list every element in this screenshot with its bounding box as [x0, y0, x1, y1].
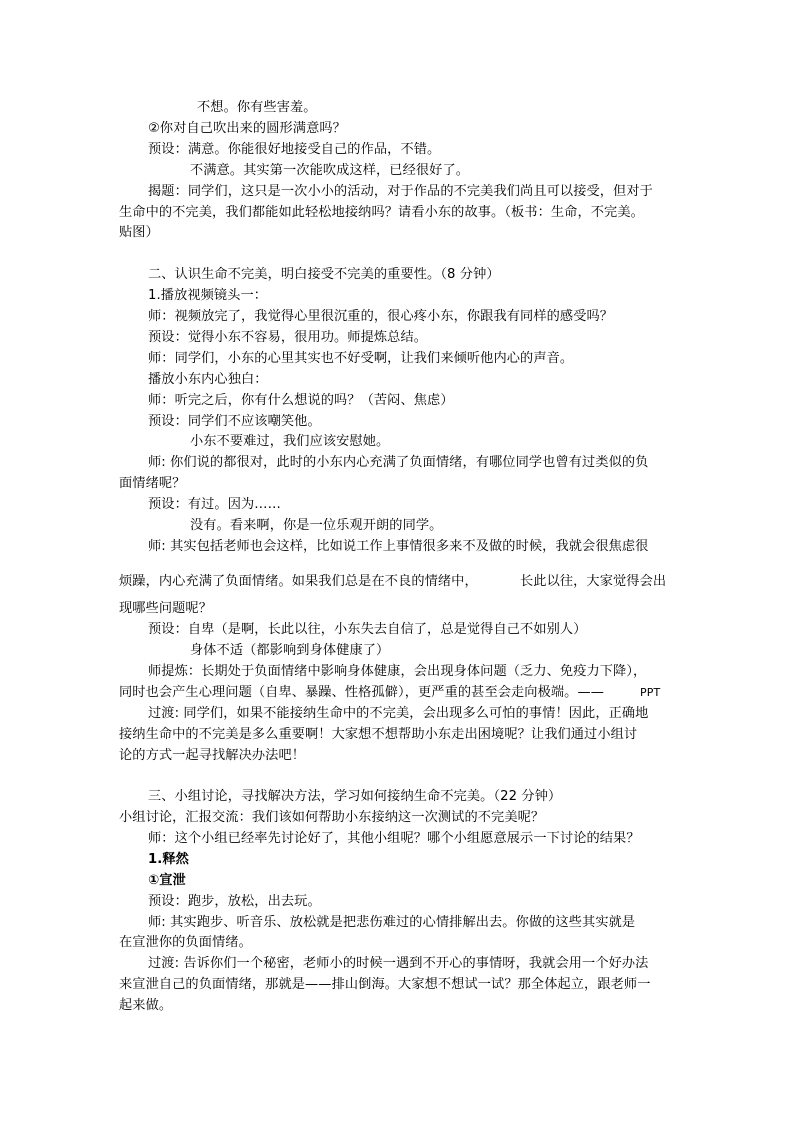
text-line: 长此以往，大家觉得会出: [520, 574, 667, 589]
subheading: ①宣泄: [148, 873, 186, 888]
text-line: 面情绪呢？: [119, 476, 186, 491]
text-line: 预设：同学们不应该嘲笑他。: [148, 414, 321, 429]
text-line: 现哪些问题呢？: [119, 601, 213, 616]
text-line: 师：同学们，小东的心里其实也不好受啊，让我们来倾听他内心的声音。: [148, 351, 574, 366]
text-line: 烦躁，内心充满了负面情绪。如果我们总是在不良的情绪中，: [119, 574, 478, 589]
text-line: 预设：自卑（是啊，长此以往，小东失去自信了，总是觉得自己不如别人）: [148, 622, 587, 637]
text-line: 小东不要难过，我们应该安慰她。: [190, 434, 390, 449]
text-line: 过渡: 同学们，如果不能接纳生命中的不完美，会出现多么可怕的事情！因此，正确地: [148, 706, 649, 721]
text-line: 师: 其实跑步、听音乐、放松就是把悲伤难过的心情排解出去。你做的这些其实就是: [148, 915, 636, 930]
text-line: 预设：满意。你能很好地接受自己的作品，不错。: [148, 142, 441, 157]
text-line: 师: 其实包括老师也会这样，比如说工作上事情很多来不及做的时候，我就会很焦虑很: [148, 539, 649, 554]
text-line: 不满意。其实第一次能吹成这样，已经很好了。: [190, 163, 470, 178]
text-line: 预设：跑步，放松，出去玩。: [148, 894, 321, 909]
text-line: 师：视频放完了，我觉得心里很沉重的，很心疼小东，你跟我有同样的感受吗？: [148, 309, 614, 324]
section-heading: 二、认识生命不完美，明白接受不完美的重要性。（8 分钟）: [148, 267, 500, 282]
text-line: 1.播放视频镜头一：: [148, 288, 268, 303]
text-line: 在宣泄你的负面情绪。: [119, 935, 252, 950]
text-line: ②你对自己吹出来的圆形满意吗？: [148, 121, 346, 136]
section-heading: 三、小组讨论，寻找解决方法，学习如何接纳生命不完美。（22 分钟）: [148, 789, 562, 804]
text-line: 接纳生命中的不完美是多么重要啊！大家想不想帮助小东走出困境呢？让我们通过小组讨: [119, 727, 638, 742]
text-line: 师提炼：长期处于负面情绪中影响身体健康，会出现身体问题（乏力、免疫力下降），: [148, 664, 647, 679]
text-line: 贴图）: [119, 225, 159, 240]
text-line: 起来做。: [119, 998, 173, 1013]
text-line: 没有。看来啊，你是一位乐观开朗的同学。: [190, 518, 443, 533]
text-line: 论的方式一起寻找解决办法吧！: [119, 748, 306, 763]
ppt-note: PPT: [640, 686, 661, 699]
subheading: 1.释然: [148, 852, 189, 867]
text-line: 揭题：同学们，这只是一次小小的活动，对于作品的不完美我们尚且可以接受，但对于: [148, 184, 653, 199]
text-line: 预设：觉得小东不容易，很用功。师提炼总结。: [148, 330, 428, 345]
text-line: 来宣泄自己的负面情绪，那就是——排山倒海。大家想不想试一试？那全体起立，跟老师一: [119, 977, 651, 992]
text-line: 生命中的不完美，我们都能如此轻松地接纳吗？请看小东的故事。（板书：生命，不完美。: [119, 205, 644, 220]
text-line: 师：听完之后，你有什么想说的吗？（苦闷、焦虑）: [148, 393, 454, 408]
text-line: 身体不适（都影响到身体健康了）: [190, 643, 390, 658]
text-line: 预设：有过。因为……: [148, 497, 281, 512]
text-line: 同时也会产生心理问题（自卑、暴躁、性格孤僻），更严重的甚至会走向极端。——: [119, 685, 605, 700]
text-line: 播放小东内心独白：: [148, 372, 268, 387]
text-line: 师：这个小组已经率先讨论好了，其他小组呢？哪个小组愿意展示一下讨论的结果？: [148, 831, 640, 846]
text-line: 小组讨论，汇报交流：我们该如何帮助小东接纳这一次测试的不完美呢？: [119, 810, 545, 825]
text-line: 不想。你有些害羞。: [197, 100, 317, 115]
text-line: 过渡: 告诉你们一个秘密，老师小的时候一遇到不开心的事情呀，我就会用一个好办法: [148, 956, 649, 971]
text-line: 师: 你们说的都很对，此时的小东内心充满了负面情绪，有哪位同学也曾有过类似的负: [148, 455, 649, 470]
